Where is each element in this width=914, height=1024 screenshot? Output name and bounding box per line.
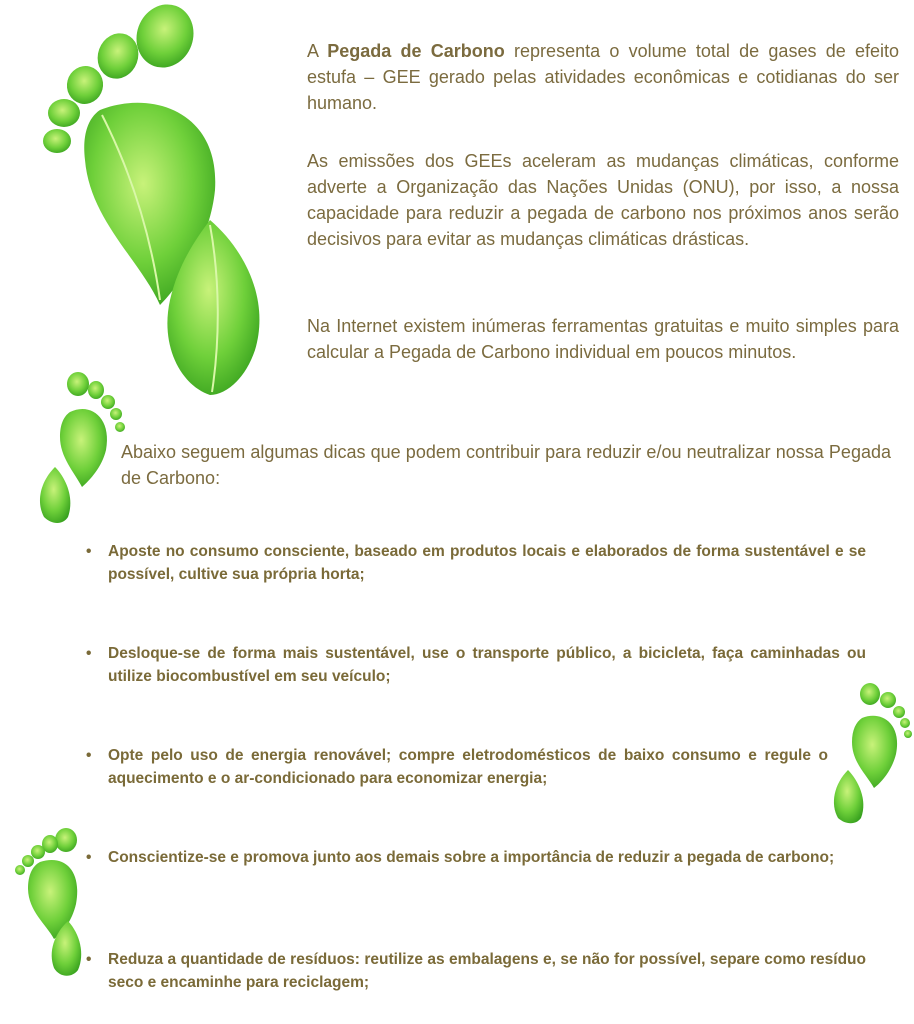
tip-text: Desloque-se de forma mais sustentável, use o transporte público, a bicicleta, faça caminhadas ou utilize biocombustível em seu veículo;	[108, 645, 866, 685]
leaf-footprint-small-icon	[30, 372, 130, 527]
bullet-icon: •	[86, 747, 92, 764]
bullet-icon: •	[86, 951, 92, 968]
leaf-footprint-lower-icon	[10, 826, 90, 981]
list-item	[86, 642, 866, 688]
intro-paragraph-4: Abaixo seguem algumas dicas que podem contribuir para reduzir e/ou neutralizar nossa Pegada de Carbono:	[121, 442, 891, 488]
bullet-icon: •	[86, 849, 92, 866]
intro-paragraph-3: Na Internet existem inúmeras ferramentas gratuitas e muito simples para calcular a Pegada de Carbono individual em poucos minutos.	[307, 316, 899, 362]
list-item	[86, 948, 866, 994]
tip-text: Opte pelo uso de energia renovável; compre eletrodomésticos de baixo consumo e regule o aquecimento e o ar-condicionado para economizar energia;	[108, 747, 828, 787]
tip-text: Aposte no consumo consciente, baseado em produtos locais e elaborados de forma sustentável e se possível, cultive sua própria horta;	[108, 543, 866, 583]
bullet-icon: •	[86, 543, 92, 560]
intro-paragraph-1	[307, 38, 899, 116]
leaf-footprint-large-icon	[30, 0, 280, 400]
intro-p1-prefix: A	[307, 41, 328, 61]
list-item	[86, 846, 866, 869]
intro-p1-rest: representa o volume total de gases de efeito estufa – GEE gerado pelas atividades econômicas e cotidianas do ser humano.	[307, 41, 900, 113]
leaf-footprint-right-icon	[826, 682, 914, 827]
intro-p1-bold: Pegada de Carbono	[327, 41, 505, 61]
list-item	[86, 744, 828, 790]
bullet-icon: •	[86, 645, 92, 662]
list-item	[86, 540, 866, 586]
tip-text: Reduza a quantidade de resíduos: reutilize as embalagens e, se não for possível, separe como resíduo seco e encaminhe para reciclagem;	[108, 951, 866, 991]
tip-text: Conscientize-se e promova junto aos demais sobre a importância de reduzir a pegada de carbono;	[108, 849, 835, 866]
intro-paragraph-2: As emissões dos GEEs aceleram as mudanças climáticas, conforme adverte a Organização das Nações Unidas (ONU), por isso, a nossa capacidade para reduzir a pegada de carbono nos próximos anos serão decisivos para evitar as mudanças climáticas drásticas.	[307, 151, 899, 249]
